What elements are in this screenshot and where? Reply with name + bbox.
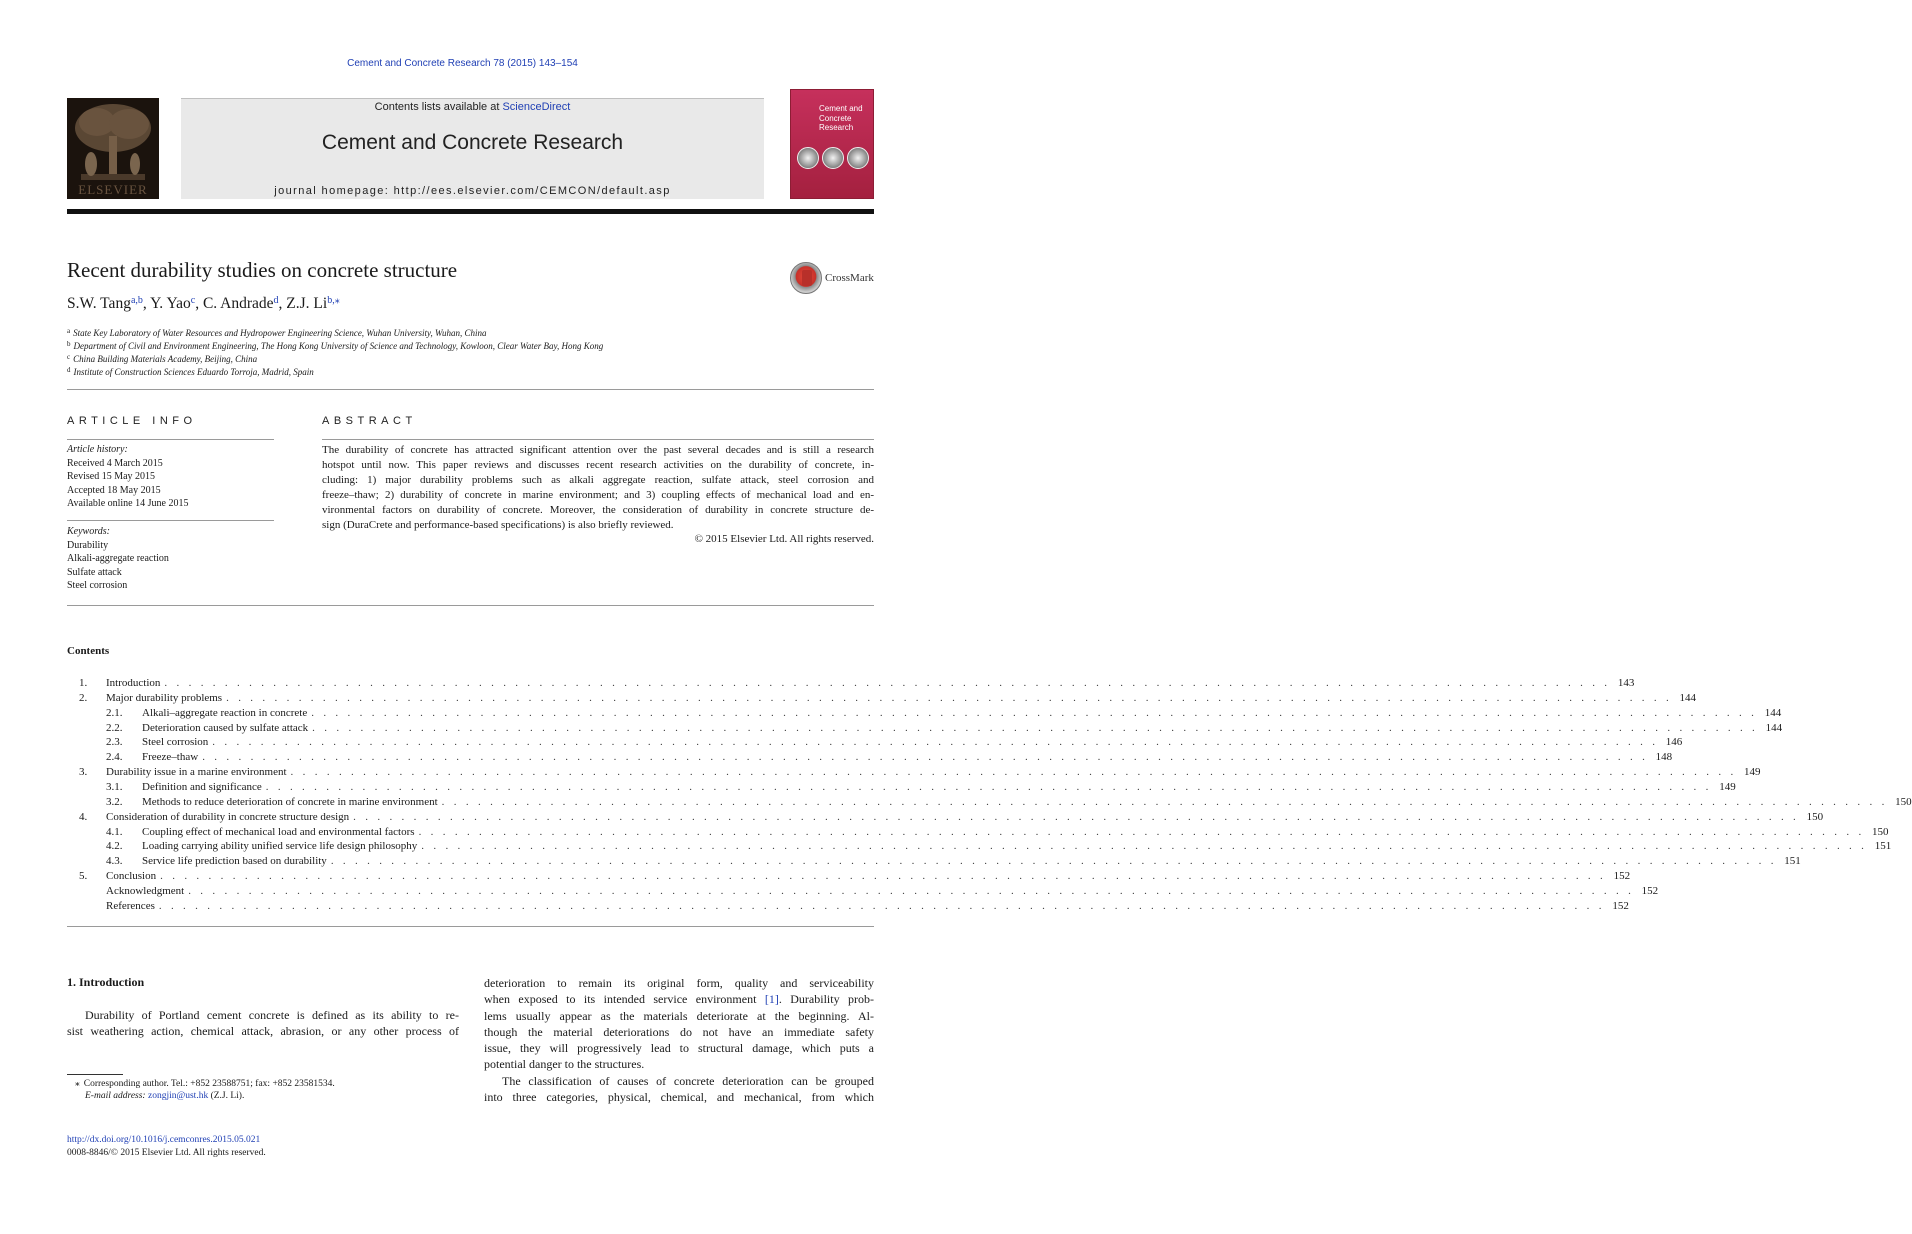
author-affiliation-marker[interactable]: a,b: [130, 295, 143, 306]
toc-entry[interactable]: [79, 870, 1631, 885]
footnote-text: Corresponding author. Tel.: +852 23588751; fax: +852 23581534.: [83, 1079, 335, 1089]
toc-entry[interactable]: [79, 840, 1892, 855]
toc-leader: . . . . . . . . . . . . . . . . . . . . . . . . . . . . . . . . . . . . . . . . . . . . . . . . . . . . . . . . . . . . . . . . . . . . . . . . . . . . . . . . . . . . . . . . . . . . . . . . . . . . . . . . . . . . . . . . . . . . . . . .: [353, 810, 1800, 823]
crossmark-badge[interactable]: [790, 262, 880, 294]
doi-link[interactable]: http://dx.doi.org/10.1016/j.cemconres.2015.05.021: [67, 1135, 261, 1145]
toc-leader: . . . . . . . . . . . . . . . . . . . . . . . . . . . . . . . . . . . . . . . . . . . . . . . . . . . . . . . . . . . . . . . . . . . . . . . . . . . . . . . . . . . . . . . . . . . . . . . . . . . . . . . . . . . . . . . . . . . . . . . .: [226, 691, 1673, 704]
abstract-body: [322, 443, 874, 533]
contents-available: [181, 101, 764, 113]
publisher-logo: [67, 98, 159, 199]
toc-entry[interactable]: [79, 736, 1683, 751]
toc-number: 5.: [79, 870, 88, 883]
body-line: though the material deteriorations do not have an immediate safety: [484, 1024, 874, 1039]
affiliation: [67, 327, 487, 338]
toc-page-number[interactable]: 143: [1617, 677, 1635, 689]
affiliation-key: a: [67, 327, 71, 335]
toc-title[interactable]: Freeze–thaw: [142, 751, 199, 764]
body-line: lems usually appear as the materials deteriorate at the beginning. Al-: [484, 1008, 874, 1023]
history-item: Received 4 March 2015: [67, 457, 163, 469]
body-line: issue, they will progressively lead to structural damage, which puts a: [484, 1041, 874, 1056]
toc-title[interactable]: Consideration of durability in concrete structure design: [106, 810, 350, 823]
toc-title[interactable]: Deterioration caused by sulfate attack: [142, 721, 309, 734]
affiliation-key: d: [67, 366, 71, 374]
keyword[interactable]: Alkali-aggregate reaction: [67, 553, 169, 564]
keyword[interactable]: Sulfate attack: [67, 566, 122, 578]
toc-page-number[interactable]: 144: [1764, 706, 1782, 719]
toc-number: 4.: [79, 810, 88, 823]
footnote-corresponding: [75, 1078, 335, 1089]
toc-entry[interactable]: [79, 706, 1782, 722]
toc-title[interactable]: Conclusion: [106, 870, 157, 883]
toc-leader: . . . . . . . . . . . . . . . . . . . . . . . . . . . . . . . . . . . . . . . . . . . . . . . . . . . . . . . . . . . . . . . . . . . . . . . . . . . . . . . . . . . . . . . . . . . . . . . . . . . . . . . . . . . . . . . . . . . . . . . .: [311, 706, 1758, 719]
affiliation: [67, 366, 314, 377]
author-list: [67, 295, 340, 313]
toc-title[interactable]: Steel corrosion: [142, 736, 209, 749]
abstract-heading: ABSTRACT: [322, 415, 417, 427]
toc-title[interactable]: Acknowledgment: [106, 884, 185, 897]
author-separator: ,: [195, 295, 203, 312]
section-heading: 1. Introduction: [67, 975, 145, 989]
toc-page-number[interactable]: 150: [1806, 810, 1824, 823]
toc-title[interactable]: Coupling effect of mechanical load and environmental factors: [142, 825, 415, 838]
abstract-line: sign (DuraCrete and performance-based specifications) is also briefly reviewed.: [322, 519, 674, 531]
toc-page-number[interactable]: 151: [1874, 840, 1892, 853]
abstract-line: vironmental factors on durability of concrete. Moreover, the consideration of durability in concrete structure de-: [322, 504, 874, 516]
toc-title[interactable]: Methods to reduce deterioration of concrete in marine environment: [142, 795, 438, 808]
toc-entry[interactable]: [79, 810, 1824, 826]
author-affiliation-marker[interactable]: d: [273, 295, 279, 306]
toc-entry[interactable]: [79, 825, 1889, 841]
abstract-copyright: © 2015 Elsevier Ltd. All rights reserved.: [694, 533, 874, 545]
author-affiliation-marker[interactable]: b,⁎: [327, 295, 340, 306]
keywords: [67, 525, 169, 593]
toc-page-number[interactable]: 152: [1612, 899, 1629, 912]
toc-number: 2.3.: [106, 736, 123, 749]
toc-number: 4.1.: [106, 825, 123, 838]
abstract-line: hotspot until now. This paper reviews and discusses recent research activities on the durability of concrete, in-: [322, 459, 874, 471]
body-line: Durability of Portland cement concrete is defined as its ability to re-: [85, 1008, 459, 1022]
affiliation-text: Department of Civil and Environment Engineering, The Hong Kong University of Science and Technology, Kowloon, Clear Water Bay, Hong Kong: [73, 341, 604, 351]
divider: [67, 605, 874, 606]
toc-leader: . . . . . . . . . . . . . . . . . . . . . . . . . . . . . . . . . . . . . . . . . . . . . . . . . . . . . . . . . . . . . . . . . . . . . . . . . . . . . . . . . . . . . . . . . . . . . . . . . . . . . . . . . . . . . . . . . . . . . . . .: [265, 780, 1712, 793]
toc-page-number[interactable]: 148: [1655, 751, 1673, 764]
toc-entry[interactable]: [79, 766, 1761, 781]
crossmark-label: CrossMark: [825, 272, 874, 284]
body-column-right: [484, 975, 874, 1105]
email-link[interactable]: zongjin@ust.hk: [147, 1091, 209, 1101]
author-name[interactable]: S.W. Tang: [67, 295, 131, 312]
toc-number: 2.2.: [106, 721, 123, 734]
toc-page-number[interactable]: 152: [1641, 884, 1659, 897]
toc-title[interactable]: Service life prediction based on durability: [142, 855, 327, 868]
history-label: Article history:: [67, 444, 128, 455]
toc-number: 1.: [79, 677, 88, 689]
history-item: Available online 14 June 2015: [67, 498, 189, 509]
divider: [322, 439, 874, 440]
body-line: deterioration to remain its original form, quality and serviceability: [484, 976, 874, 990]
header-rule: [67, 209, 874, 214]
toc-title[interactable]: Alkali–aggregate reaction in concrete: [142, 706, 308, 719]
toc-leader: . . . . . . . . . . . . . . . . . . . . . . . . . . . . . . . . . . . . . . . . . . . . . . . . . . . . . . . . . . . . . . . . . . . . . . . . . . . . . . . . . . . . . . . . . . . . . . . . . . . . . . . . . . . . . . . . . . . . . . . .: [441, 795, 1888, 808]
footnote-email: [85, 1091, 244, 1101]
journal-banner: [181, 98, 764, 199]
journal-citation[interactable]: Cement and Concrete Research 78 (2015) 143–154: [347, 58, 578, 69]
article-history: [67, 443, 188, 511]
toc-page-number[interactable]: 149: [1744, 766, 1761, 779]
toc-entry[interactable]: [79, 795, 1912, 811]
toc-entry[interactable]: [79, 780, 1736, 796]
keyword[interactable]: Steel corrosion: [67, 580, 128, 591]
toc-leader: . . . . . . . . . . . . . . . . . . . . . . . . . . . . . . . . . . . . . . . . . . . . . . . . . . . . . . . . . . . . . . . . . . . . . . . . . . . . . . . . . . . . . . . . . . . . . . . . . . . . . . . . . . . . . . . . . . . . . . . .: [160, 870, 1607, 883]
toc-number: 3.: [79, 766, 88, 779]
footnote-marker: ⁎: [75, 1079, 80, 1089]
issn-line: 0008-8846/© 2015 Elsevier Ltd. All rights reserved.: [67, 1148, 266, 1158]
toc-page-number[interactable]: 152: [1613, 870, 1631, 883]
toc-page-number[interactable]: 151: [1784, 855, 1801, 868]
body-text-span: . Durability prob-: [778, 992, 874, 1007]
divider: [67, 926, 874, 927]
author-name[interactable]: C. Andrade: [202, 295, 274, 312]
divider: [67, 439, 274, 440]
history-item: Accepted 18 May 2015: [67, 484, 161, 496]
toc-entry[interactable]: [79, 691, 1697, 707]
publisher-logo-text: ELSEVIER: [78, 182, 148, 197]
author-affiliation-marker[interactable]: c: [190, 295, 196, 306]
journal-cover[interactable]: [790, 89, 874, 199]
email-suffix: (Z.J. Li).: [208, 1091, 245, 1101]
body-text-span: when exposed to its intended service environment: [484, 992, 765, 1007]
author-separator: ,: [142, 295, 151, 312]
body-line: sist weathering action, chemical attack, abrasion, or any other process of: [67, 1024, 459, 1039]
toc-leader: . . . . . . . . . . . . . . . . . . . . . . . . . . . . . . . . . . . . . . . . . . . . . . . . . . . . . . . . . . . . . . . . . . . . . . . . . . . . . . . . . . . . . . . . . . . . . . . . . . . . . . . . . . . . . . . . . . . . . . . .: [421, 840, 1868, 853]
body-line: [484, 991, 874, 1007]
toc-leader: . . . . . . . . . . . . . . . . . . . . . . . . . . . . . . . . . . . . . . . . . . . . . . . . . . . . . . . . . . . . . . . . . . . . . . . . . . . . . . . . . . . . . . . . . . . . . . . . . . . . . . . . . . . . . . . . . . . . . . . .: [290, 766, 1737, 779]
affiliation: [67, 340, 603, 351]
author-name[interactable]: Y. Yao: [150, 295, 191, 312]
affiliation-key: b: [67, 340, 71, 348]
cover-image-icon: [847, 147, 869, 169]
toc-page-number[interactable]: 146: [1665, 736, 1683, 749]
contents-available-label: Contents lists available at: [374, 101, 503, 113]
toc-entry[interactable]: [79, 899, 1629, 915]
journal-title: Cement and Concrete Research: [321, 131, 624, 154]
body-line: into three categories, physical, chemical, and mechanical, from which: [484, 1090, 874, 1105]
crossmark-icon: [790, 262, 822, 294]
abstract-line: The durability of concrete has attracted significant attention over the past several decades and is still a research: [322, 444, 874, 456]
toc-title[interactable]: Loading carrying ability unified service life design philosophy: [142, 840, 418, 853]
toc-number: 3.2.: [106, 795, 123, 808]
journal-homepage[interactable]: journal homepage: http://ees.elsevier.com/CEMCON/default.asp: [274, 185, 671, 197]
toc-leader: . . . . . . . . . . . . . . . . . . . . . . . . . . . . . . . . . . . . . . . . . . . . . . . . . . . . . . . . . . . . . . . . . . . . . . . . . . . . . . . . . . . . . . . . . . . . . . . . . . . . . . . . . . . . . . . . . . . . . . . .: [418, 825, 1865, 838]
keywords-label: Keywords:: [67, 526, 110, 537]
history-item: Revised 15 May 2015: [67, 471, 156, 482]
affiliation-text: State Key Laboratory of Water Resources and Hydropower Engineering Science, Wuhan University, Wuhan, China: [73, 328, 487, 338]
toc-leader: . . . . . . . . . . . . . . . . . . . . . . . . . . . . . . . . . . . . . . . . . . . . . . . . . . . . . . . . . . . . . . . . . . . . . . . . . . . . . . . . . . . . . . . . . . . . . . . . . . . . . . . . . . . . . . . . . . . . . . . .: [202, 751, 1649, 764]
toc-page-number[interactable]: 149: [1719, 780, 1736, 793]
toc-entry[interactable]: [79, 855, 1801, 870]
toc-page-number[interactable]: 144: [1765, 721, 1783, 734]
toc-page-number[interactable]: 150: [1895, 795, 1912, 808]
toc-number: 2.: [79, 691, 88, 704]
abstract-line: freeze–thaw; 2) durability of concrete in marine environment; and 3) coupling effects of mechanical load and en-: [322, 489, 874, 501]
toc-leader: . . . . . . . . . . . . . . . . . . . . . . . . . . . . . . . . . . . . . . . . . . . . . . . . . . . . . . . . . . . . . . . . . . . . . . . . . . . . . . . . . . . . . . . . . . . . . . . . . . . . . . . . . . . . . . . . . . . . . . . .: [212, 736, 1659, 749]
toc-number: 4.3.: [106, 855, 123, 868]
toc-entry[interactable]: [79, 884, 1659, 900]
sciencedirect-link[interactable]: ScienceDirect: [502, 101, 571, 113]
toc-title[interactable]: Major durability problems: [106, 691, 223, 704]
cover-image-icon: [822, 147, 844, 169]
reference-link[interactable]: [1]: [764, 992, 779, 1007]
toc-number: 2.4.: [106, 751, 123, 764]
divider: [67, 389, 874, 390]
affiliation-text: Institute of Construction Sciences Eduardo Torroja, Madrid, Spain: [73, 367, 314, 377]
toc-number: 3.1.: [106, 780, 123, 793]
toc-entry[interactable]: [79, 751, 1673, 766]
body-column-left: [67, 1007, 459, 1040]
article-info-heading: ARTICLE INFO: [67, 415, 197, 427]
toc-leader: . . . . . . . . . . . . . . . . . . . . . . . . . . . . . . . . . . . . . . . . . . . . . . . . . . . . . . . . . . . . . . . . . . . . . . . . . . . . . . . . . . . . . . . . . . . . . . . . . . . . . . . . . . . . . . . . . . . . . . . .: [158, 899, 1605, 912]
affiliation-text: China Building Materials Academy, Beijing, China: [73, 354, 258, 364]
toc-page-number[interactable]: 144: [1679, 691, 1697, 704]
toc-leader: . . . . . . . . . . . . . . . . . . . . . . . . . . . . . . . . . . . . . . . . . . . . . . . . . . . . . . . . . . . . . . . . . . . . . . . . . . . . . . . . . . . . . . . . . . . . . . . . . . . . . . . . . . . . . . . . . . . . . . . .: [330, 855, 1777, 868]
contents-heading: Contents: [67, 645, 110, 657]
cover-title: Cement and Concrete Research: [819, 104, 863, 132]
cover-image-icon: [797, 147, 819, 169]
author-name[interactable]: Z.J. Li: [286, 295, 328, 312]
toc-number: 4.2.: [106, 840, 123, 853]
toc-page-number[interactable]: 150: [1872, 825, 1889, 838]
email-label: E-mail address:: [85, 1091, 148, 1101]
body-line: potential danger to the structures.: [484, 1057, 645, 1072]
toc-leader: . . . . . . . . . . . . . . . . . . . . . . . . . . . . . . . . . . . . . . . . . . . . . . . . . . . . . . . . . . . . . . . . . . . . . . . . . . . . . . . . . . . . . . . . . . . . . . . . . . . . . . . . . . . . . . . . . . . . . . . .: [312, 721, 1759, 734]
body-line: The classification of causes of concrete deterioration can be grouped: [502, 1073, 874, 1088]
toc-title[interactable]: References: [106, 899, 155, 912]
toc-title[interactable]: Introduction: [106, 677, 161, 689]
toc-number: 2.1.: [106, 706, 123, 719]
toc-entry[interactable]: [79, 721, 1783, 737]
toc-title[interactable]: Durability issue in a marine environment: [106, 766, 287, 779]
footnote-rule: [67, 1074, 123, 1075]
affiliation-key: c: [67, 353, 71, 361]
toc-entry[interactable]: [79, 677, 1635, 692]
article-title: Recent durability studies on concrete structure: [67, 258, 458, 282]
abstract-line: cluding: 1) major durability problems such as alkali aggregate reaction, sulfate attack, steel corrosion and: [322, 474, 874, 486]
divider: [67, 520, 274, 521]
toc-leader: . . . . . . . . . . . . . . . . . . . . . . . . . . . . . . . . . . . . . . . . . . . . . . . . . . . . . . . . . . . . . . . . . . . . . . . . . . . . . . . . . . . . . . . . . . . . . . . . . . . . . . . . . . . . . . . . . . . . . . . .: [164, 677, 1611, 689]
author-separator: ,: [278, 295, 287, 312]
toc-title[interactable]: Definition and significance: [142, 780, 262, 793]
keyword[interactable]: Durability: [67, 539, 109, 551]
toc-leader: . . . . . . . . . . . . . . . . . . . . . . . . . . . . . . . . . . . . . . . . . . . . . . . . . . . . . . . . . . . . . . . . . . . . . . . . . . . . . . . . . . . . . . . . . . . . . . . . . . . . . . . . . . . . . . . . . . . . . . . .: [188, 884, 1635, 897]
affiliation: [67, 353, 257, 364]
